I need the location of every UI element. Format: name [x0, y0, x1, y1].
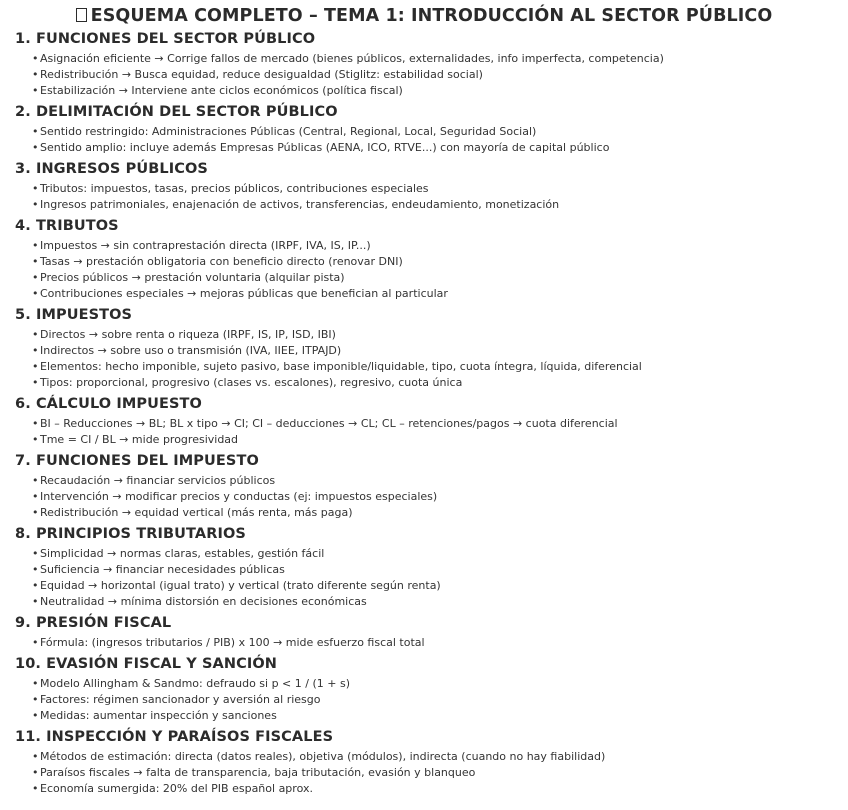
list-item [32, 359, 848, 375]
bullet-icon: • [32, 125, 39, 138]
list-item-text: Sentido amplio: incluye además Empresas Públicas (AENA, ICO, RTVE...) con mayoría de capital público [40, 141, 610, 154]
bullet-icon: • [32, 239, 39, 252]
list-item-text: Fórmula: (ingresos tributarios / PIB) x 100 → mide esfuerzo fiscal total [40, 636, 425, 649]
bullet-icon: • [32, 182, 39, 195]
list-item [32, 254, 848, 270]
section-heading: 11. INSPECCIÓN Y PARAÍSOS FISCALES [15, 729, 334, 745]
list-item [32, 238, 848, 254]
list-item-text: Tme = CI / BL → mide progresividad [40, 433, 239, 446]
section-2 [15, 101, 848, 158]
list-item-text: BI – Reducciones → BL; BL x tipo → CI; CI – deducciones → CL; CL – retenciones/pagos → cuota diferencial [40, 417, 618, 430]
list-item-text: Tipos: proporcional, progresivo (clases vs. escalones), regresivo, cuota única [40, 376, 463, 389]
bullet-icon: • [32, 344, 39, 357]
list-item-text: Redistribución → Busca equidad, reduce desigualdad (Stiglitz: estabilidad social) [40, 68, 483, 81]
list-item [32, 692, 848, 708]
list-item [32, 749, 848, 765]
list-item-text: Directos → sobre renta o riqueza (IRPF, IS, IP, ISD, IBI) [40, 328, 336, 341]
bullet-list [15, 413, 848, 450]
list-item [32, 546, 848, 562]
list-item-text: Impuestos → sin contraprestación directa (IRPF, IVA, IS, IP...) [40, 239, 371, 252]
bullet-icon: • [32, 595, 39, 608]
bullet-icon: • [32, 328, 39, 341]
list-item [32, 270, 848, 286]
list-item [32, 765, 848, 781]
bullet-icon: • [32, 490, 39, 503]
list-item-text: Economía sumergida: 20% del PIB español aprox. [40, 782, 313, 795]
list-item [32, 676, 848, 692]
list-item [32, 286, 848, 302]
section-6 [15, 393, 848, 450]
section-heading: 4. TRIBUTOS [15, 218, 119, 234]
list-item [32, 140, 848, 156]
list-item [32, 562, 848, 578]
bullet-icon: • [32, 506, 39, 519]
bullet-icon: • [32, 417, 39, 430]
list-item [32, 327, 848, 343]
bullet-icon: • [32, 198, 39, 211]
list-item-text: Equidad → horizontal (igual trato) y vertical (trato diferente según renta) [40, 579, 441, 592]
sections-container [15, 28, 848, 799]
bullet-icon: • [32, 693, 39, 706]
section-5 [15, 304, 848, 393]
bullet-list [15, 235, 848, 304]
list-item-text: Elementos: hecho imponible, sujeto pasivo, base imponible/liquidable, tipo, cuota íntegra, líquida, diferencial [40, 360, 642, 373]
list-item [32, 578, 848, 594]
list-item-text: Intervención → modificar precios y conductas (ej: impuestos especiales) [40, 490, 438, 503]
list-item [32, 375, 848, 391]
bullet-list [15, 470, 848, 523]
list-item [32, 781, 848, 797]
list-item-text: Estabilización → Interviene ante ciclos económicos (política fiscal) [40, 84, 403, 97]
list-item [32, 83, 848, 99]
list-item-text: Asignación eficiente → Corrige fallos de mercado (bienes públicos, externalidades, info imperfecta, competencia) [40, 52, 664, 65]
list-item [32, 51, 848, 67]
bullet-icon: • [32, 709, 39, 722]
section-heading: 3. INGRESOS PÚBLICOS [15, 161, 208, 177]
bullet-icon: • [32, 141, 39, 154]
list-item-text: Precios públicos → prestación voluntaria (alquilar pista) [40, 271, 345, 284]
bullet-icon: • [32, 287, 39, 300]
bullet-icon: • [32, 782, 39, 795]
list-item-text: Medidas: aumentar inspección y sanciones [40, 709, 277, 722]
list-item-text: Contribuciones especiales → mejoras públicas que benefician al particular [40, 287, 448, 300]
bullet-icon: • [32, 579, 39, 592]
bullet-icon: • [32, 84, 39, 97]
list-item-text: Tasas → prestación obligatoria con beneficio directo (renovar DNI) [40, 255, 403, 268]
list-item [32, 124, 848, 140]
list-item [32, 416, 848, 432]
bullet-icon: • [32, 271, 39, 284]
list-item-text: Factores: régimen sancionador y aversión al riesgo [40, 693, 321, 706]
bullet-list [15, 324, 848, 393]
list-item [32, 181, 848, 197]
bullet-icon: • [32, 766, 39, 779]
section-heading: 6. CÁLCULO IMPUESTO [15, 396, 202, 412]
page-title-text: ESQUEMA COMPLETO – TEMA 1: INTRODUCCIÓN AL SECTOR PÚBLICO [90, 6, 773, 26]
bullet-icon: • [32, 433, 39, 446]
list-item-text: Sentido restringido: Administraciones Públicas (Central, Regional, Local, Seguridad Social) [40, 125, 537, 138]
section-1 [15, 28, 848, 101]
list-item [32, 67, 848, 83]
bullet-icon: • [32, 255, 39, 268]
bullet-list [15, 178, 848, 215]
section-7 [15, 450, 848, 523]
list-item-text: Tributos: impuestos, tasas, precios públicos, contribuciones especiales [40, 182, 429, 195]
list-item-text: Neutralidad → mínima distorsión en decisiones económicas [40, 595, 367, 608]
list-item-text: Ingresos patrimoniales, enajenación de activos, transferencias, endeudamiento, monetización [40, 198, 560, 211]
pin-icon [76, 8, 87, 22]
section-heading: 10. EVASIÓN FISCAL Y SANCIÓN [15, 656, 277, 672]
list-item-text: Indirectos → sobre uso o transmisión (IVA, IIEE, ITPAJD) [40, 344, 342, 357]
list-item [32, 473, 848, 489]
list-item-text: Suficiencia → financiar necesidades públicas [40, 563, 285, 576]
section-heading: 2. DELIMITACIÓN DEL SECTOR PÚBLICO [15, 104, 338, 120]
bullet-list [15, 746, 848, 799]
list-item-text: Métodos de estimación: directa (datos reales), objetiva (módulos), indirecta (cuando no hay fiabilidad) [40, 750, 606, 763]
section-10 [15, 653, 848, 726]
list-item [32, 432, 848, 448]
section-heading: 8. PRINCIPIOS TRIBUTARIOS [15, 526, 246, 542]
list-item [32, 505, 848, 521]
section-3 [15, 158, 848, 215]
section-11 [15, 726, 848, 799]
bullet-icon: • [32, 474, 39, 487]
bullet-icon: • [32, 677, 39, 690]
section-8 [15, 523, 848, 612]
bullet-list [15, 121, 848, 158]
list-item [32, 594, 848, 610]
bullet-icon: • [32, 547, 39, 560]
section-4 [15, 215, 848, 304]
list-item [32, 343, 848, 359]
page-title [15, 4, 848, 28]
section-heading: 9. PRESIÓN FISCAL [15, 615, 172, 631]
bullet-icon: • [32, 750, 39, 763]
list-item-text: Recaudación → financiar servicios públicos [40, 474, 276, 487]
bullet-icon: • [32, 68, 39, 81]
bullet-list [15, 632, 848, 653]
bullet-list [15, 48, 848, 101]
section-heading: 5. IMPUESTOS [15, 307, 133, 323]
list-item [32, 489, 848, 505]
list-item-text: Redistribución → equidad vertical (más renta, más paga) [40, 506, 353, 519]
bullet-icon: • [32, 636, 39, 649]
bullet-icon: • [32, 52, 39, 65]
section-heading: 7. FUNCIONES DEL IMPUESTO [15, 453, 259, 469]
bullet-icon: • [32, 360, 39, 373]
section-heading: 1. FUNCIONES DEL SECTOR PÚBLICO [15, 31, 316, 47]
list-item-text: Paraísos fiscales → falta de transparencia, baja tributación, evasión y blanqueo [40, 766, 476, 779]
bullet-list [15, 673, 848, 726]
bullet-icon: • [32, 563, 39, 576]
section-9 [15, 612, 848, 653]
bullet-list [15, 543, 848, 612]
list-item [32, 635, 848, 651]
bullet-icon: • [32, 376, 39, 389]
list-item [32, 708, 848, 724]
list-item [32, 197, 848, 213]
list-item-text: Modelo Allingham & Sandmo: defraudo si p < 1 / (1 + s) [40, 677, 350, 690]
list-item-text: Simplicidad → normas claras, estables, gestión fácil [40, 547, 325, 560]
